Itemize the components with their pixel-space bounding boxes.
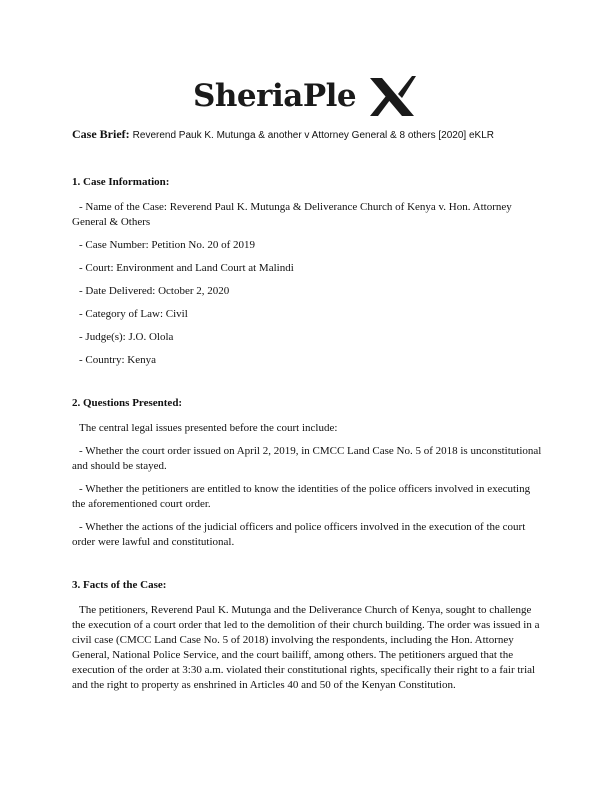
section-heading: 1. Case Information: (72, 176, 170, 188)
case-brief-label: Case Brief: (72, 127, 130, 141)
section-heading: 3. Facts of the Case: (72, 579, 167, 591)
country-item: - Country: Kenya (79, 354, 156, 366)
case-brief-line (72, 127, 542, 142)
judge-item: - Judge(s): J.O. Olola (79, 331, 174, 343)
facts-body: The petitioners, Reverend Paul K. Mutunga and the Deliverance Church of Kenya, sought to challenge the execution of a court order that led to the demolition of their church building. The order was issued in a civil case (CMCC Land Case No. 5 of 2018) involving the respondents, including the Hon. Attorney General, National Police Service, and the court bailiff, among others. The petitioners argued that the execution of the order at 3:30 a.m. violated their constitutional rights, specifically their right to a fair trial and the right to property as enshrined in Articles 40 and 50 of the Kenyan Constitution. (72, 604, 540, 691)
question-item: - Whether the court order issued on April 2, 2019, in CMCC Land Case No. 5 of 2018 is unconstitutional and should be stayed. (72, 445, 542, 472)
question-item: - Whether the petitioners are entitled to know the identities of the police officers involved in executing the aforementioned court order. (72, 483, 531, 510)
case-brief-title: Reverend Pauk K. Mutunga & another v Attorney General & 8 others [2020] eKLR (132, 130, 494, 141)
section-heading: 2. Questions Presented: (72, 397, 183, 409)
date-item: - Date Delivered: October 2, 2020 (79, 285, 230, 297)
section-facts (72, 578, 542, 701)
questions-intro: The central legal issues presented before the court include: (79, 422, 338, 434)
case-number-item: - Case Number: Petition No. 20 of 2019 (79, 239, 255, 251)
case-name-item: - Name of the Case: Reverend Paul K. Mutunga & Deliverance Church of Kenya v. Hon. Attorney General & Others (72, 201, 512, 228)
section-questions-presented (72, 396, 542, 558)
brand-logo (0, 72, 612, 122)
court-item: - Court: Environment and Land Court at Malindi (79, 262, 294, 274)
section-case-information (72, 175, 542, 376)
category-item: - Category of Law: Civil (79, 308, 188, 320)
brand-name: SheriaPle (193, 78, 357, 114)
x-mark-icon (368, 74, 416, 118)
question-item: - Whether the actions of the judicial officers and police officers involved in the execution of the court order were lawful and constitutional. (72, 521, 526, 548)
